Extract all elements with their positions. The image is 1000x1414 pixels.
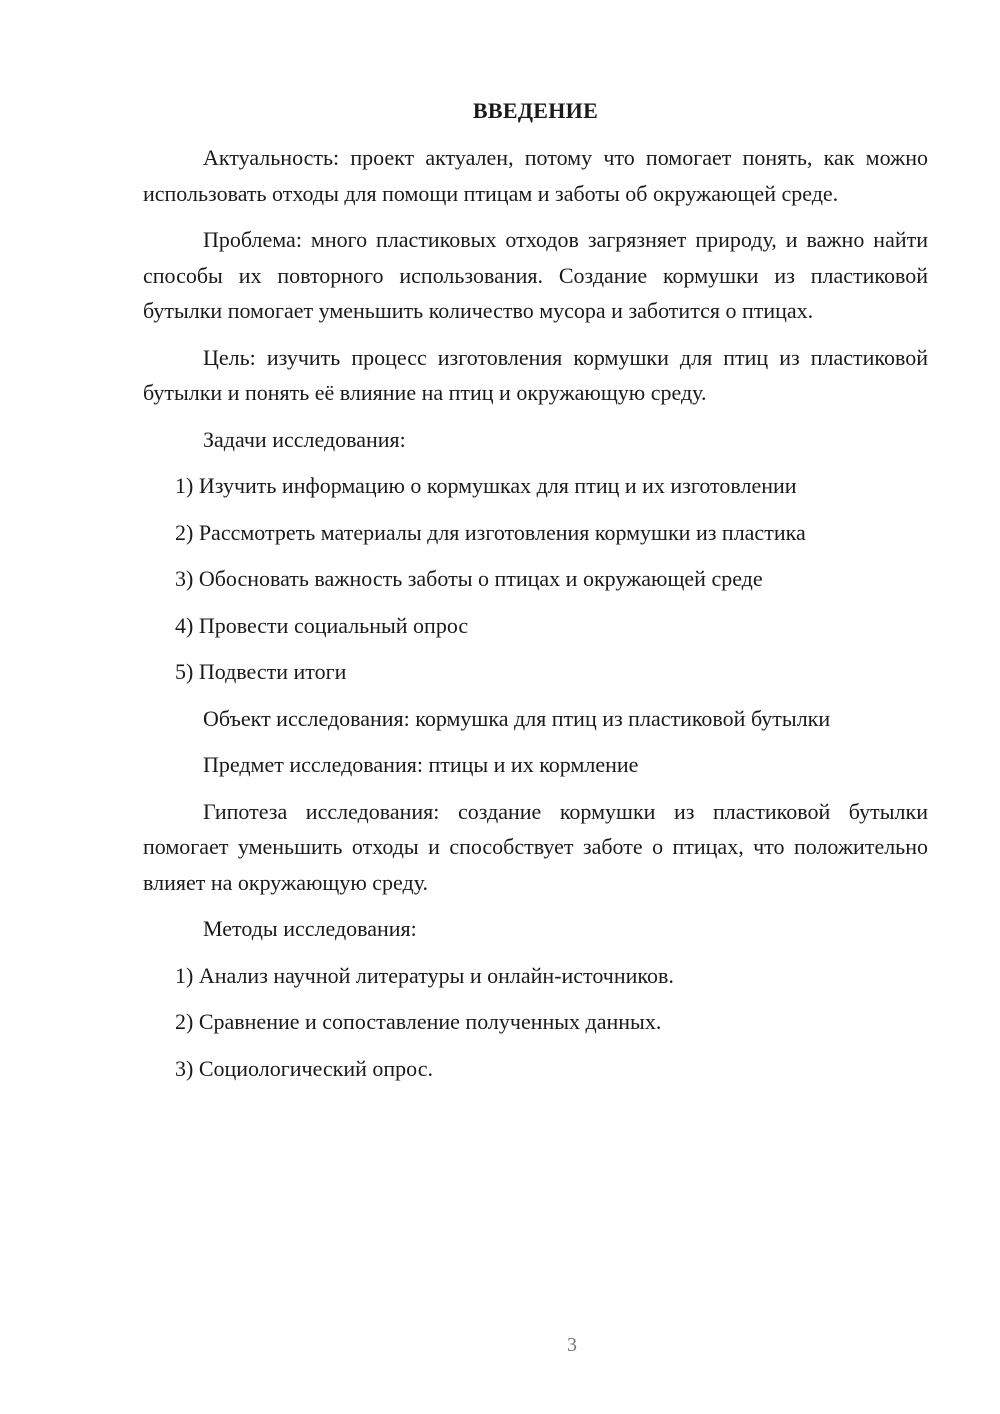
tasks-heading: Задачи исследования: — [203, 426, 406, 452]
method-item: 1) Анализ научной литературы и онлайн-источников. — [175, 962, 674, 988]
task-item: 5) Подвести итоги — [175, 659, 347, 684]
task-item: 3) Обосновать важность заботы о птицах и окружающей среде — [175, 566, 763, 591]
page-number: 3 — [567, 1334, 577, 1356]
problem-paragraph: Проблема: много пластиковых отходов загрязняет природу, и важно найти способы их повторного использования. Создание кормушки из пластиковой бутылки помогает уменьшить количество мусора и заботится о птицах. — [143, 227, 928, 323]
method-item: 2) Сравнение и сопоставление полученных данных. — [175, 1009, 662, 1034]
hypothesis-paragraph: Гипотеза исследования: создание кормушки из пластиковой бутылки помогает уменьшить отходы и способствует заботе о птицах, что положительно влияет на окружающую среду. — [143, 798, 928, 895]
relevance-paragraph: Актуальность: проект актуален, потому что помогает понять, как можно использовать отходы для помощи птицам и заботы об окружающей среде. — [143, 145, 928, 206]
task-item: 2) Рассмотреть материалы для изготовления кормушки из пластика — [175, 519, 806, 545]
task-item: 1) Изучить информацию о кормушках для птиц и их изготовлении — [175, 473, 797, 498]
method-item: 3) Социологический опрос. — [175, 1055, 433, 1081]
task-item: 4) Провести социальный опрос — [175, 612, 469, 638]
research-object: Объект исследования: кормушка для птиц из пластиковой бутылки — [203, 705, 831, 731]
page-title: ВВЕДЕНИЕ — [472, 98, 599, 123]
methods-heading: Методы исследования: — [203, 916, 417, 941]
research-subject: Предмет исследования: птицы и их кормление — [203, 752, 639, 777]
page-content — [143, 96, 928, 1097]
goal-paragraph: Цель: изучить процесс изготовления кормушки для птиц из пластиковой бутылки и понять её влияние на птиц и окружающую среду. — [143, 344, 928, 405]
